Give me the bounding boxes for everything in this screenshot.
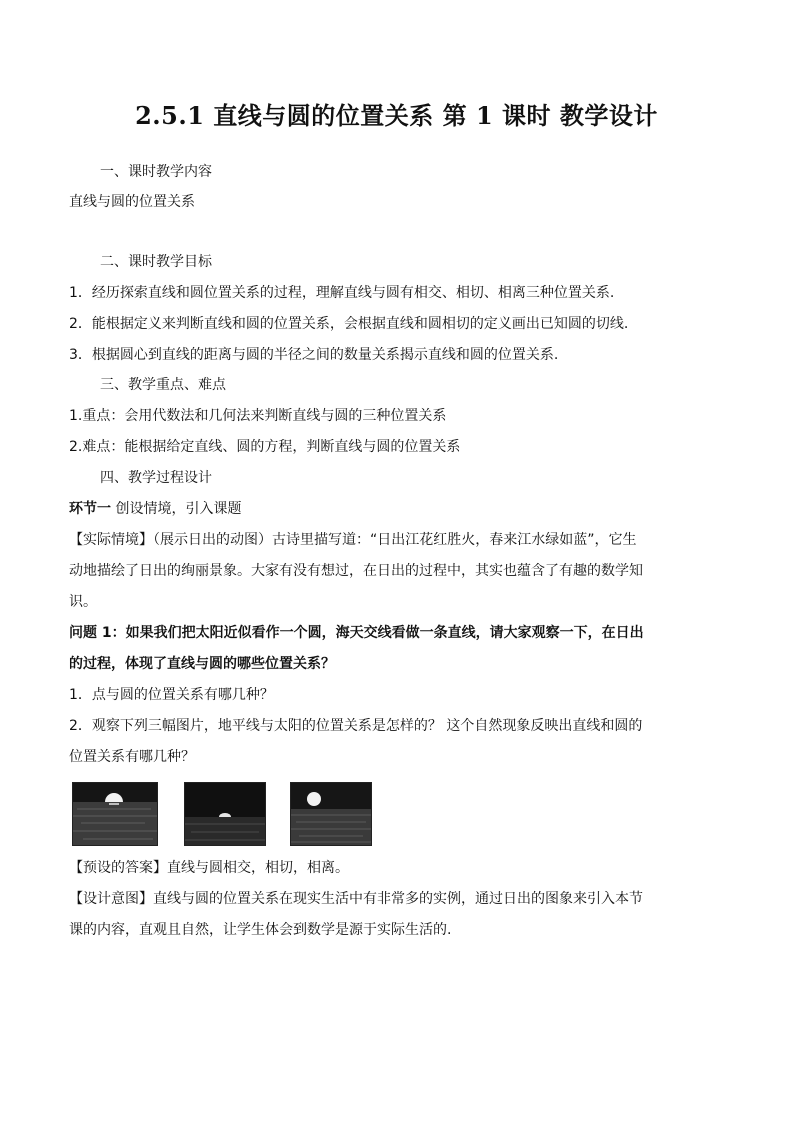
situation-line: 识。 <box>69 594 97 610</box>
stage-label: 环节一 <box>69 501 111 517</box>
keypoint-item: 2.难点：能根据给定直线、圆的方程，判断直线与圆的位置关系 <box>69 439 461 455</box>
section-heading-process: 四、教学过程设计 <box>100 470 212 486</box>
design-intent-line: 课的内容，直观且自然，让学生体会到数学是源于实际生活的. <box>69 922 452 938</box>
sub-question: 位置关系有哪几种？ <box>69 749 195 765</box>
stage-title: 创设情境，引入课题 <box>111 501 242 517</box>
objective-item: 3．根据圆心到直线的距离与圆的半径之间的数量关系揭示直线和圆的位置关系. <box>69 347 559 363</box>
document-title: 2.5.1 直线与圆的位置关系 第 1 课时 教学设计 <box>135 101 658 130</box>
sunrise-image <box>291 783 371 845</box>
sunrise-photo-tangent <box>184 782 266 846</box>
section-body-content: 直线与圆的位置关系 <box>69 194 195 210</box>
situation-line: 动地描绘了日出的绚丽景象。大家有没有想过，在日出的过程中，其实也蕴含了有趣的数学知 <box>69 563 643 579</box>
sunrise-image <box>185 783 265 845</box>
design-intent-line: 【设计意图】直线与圆的位置关系在现实生活中有非常多的实例，通过日出的图象来引入本节 <box>69 891 643 907</box>
objective-item: 1．经历探索直线和圆位置关系的过程，理解直线与圆有相交、相切、相离三种位置关系. <box>69 285 615 301</box>
sub-question: 1．点与圆的位置关系有哪几种？ <box>69 687 274 703</box>
section-heading-keypoints: 三、教学重点、难点 <box>100 377 226 393</box>
preset-answer: 【预设的答案】直线与圆相交，相切，相离。 <box>69 860 349 876</box>
sunrise-photo-separate <box>290 782 372 846</box>
section-heading-content: 一、课时教学内容 <box>100 164 212 180</box>
section-heading-objectives: 二、课时教学目标 <box>100 254 212 270</box>
keypoint-item: 1.重点：会用代数法和几何法来判断直线与圆的三种位置关系 <box>69 408 447 424</box>
sunrise-photo-intersect <box>72 782 158 846</box>
objective-item: 2．能根据定义来判断直线和圆的位置关系，会根据直线和圆相切的定义画出已知圆的切线. <box>69 316 629 332</box>
situation-line: 【实际情境】（展示日出的动图）古诗里描写道：“日出江花红胜火，春来江水绿如蓝”，它生 <box>69 532 637 548</box>
question-line: 问题 1：如果我们把太阳近似看作一个圆，海天交线看做一条直线，请大家观察一下，在日出 <box>69 625 644 641</box>
sub-question: 2．观察下列三幅图片，地平线与太阳的位置关系是怎样的？ 这个自然现象反映出直线和圆的 <box>69 718 643 734</box>
stage-heading <box>69 499 241 519</box>
question-line: 的过程，体现了直线与圆的哪些位置关系？ <box>69 656 335 672</box>
sunrise-image <box>73 783 157 845</box>
